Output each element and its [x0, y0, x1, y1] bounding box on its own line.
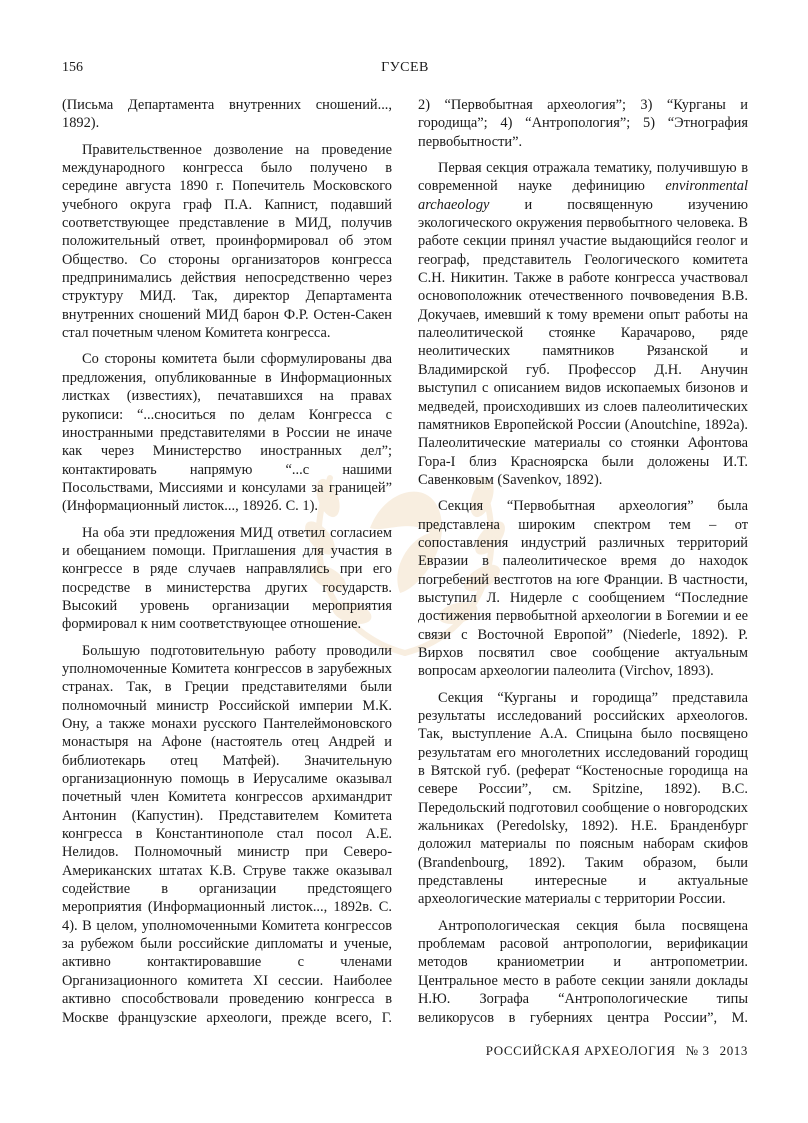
publication-year: 2013	[719, 1043, 748, 1058]
right-column	[418, 96, 748, 1026]
issue-number: № 3	[685, 1043, 710, 1058]
paragraph: Большую подготовительную работу проводили уполномоченные Комитета конгрессов в зарубежных странах. Так, в Греции представителями были полномочный министр Российской империи М.К. Ону, а также монахи русского Пантелеймоновского монастыря на Афоне (настоятель отец Андрей и библиотекарь отец Матфей). Значительную организационную помощь в Иерусалиме оказывал почетный член Комитета конгрессов архимандрит Антонин (Капустин). Представителем Комитета конгресса в Константинополе стал посол А.Е. Нелидов. Полномочный министр при Северо-Американских штатах К.В. Струве также оказывал содействие в организации предстоящего мероприятия (Информационный листок..., 1892в. С. 4). В целом, уполномоченными Комитета конгрессов за рубежом были российские дипломаты и ученые, активно контактировавшие с членами Организационного комитета XI сессии. Наиболее активно способствовали проведению конгресса в Москве французские археологи, прежде всего, Г.	[62, 642, 392, 1026]
running-head-author: ГУСЕВ	[381, 60, 429, 75]
italic-term: environmental archaeology	[418, 178, 748, 213]
running-header	[62, 60, 748, 78]
paragraph: Правительственное дозволение на проведение международного конгресса было получено в середине августа 1890 г. Попечитель Московского учебного округа граф П.А. Капнист, подавший соответствующее представление в МИД, получив положительный ответ, проинформировал об этом Общество. Со стороны организаторов конгресса предпринимались действия непосредственно через структуру МИД. Так, директор Департамента внутренних сношений МИД барон Ф.Р. Остен-Сакен стал почетным членом Комитета конгресса.	[62, 141, 392, 342]
text-run: и посвященную изучению экологического окружения первобытного человека. В работе секции принял участие выдающийся геолог и географ, представитель Геологического комитета С.Н. Никитин. Также в работе конгресса участвовал основоположник отечественного почвоведения В.В. Докучаев, имевший к тому времени опыт работы на палеолитической стоянке Карачарово, ряде неолитических памятников Рязанской и Владимирской губ. Профессор Д.Н. Анучин выступил с описанием видов ископаемых бизонов и медведей, происходивших из слоев палеолитических памятников Европейской России (Anoutchine, 1892a). Палеолитические материалы со стоянки Афонтова Гора-I близ Красноярска были доложены И.Т. Савенковым (Savenkov, 1892).	[418, 196, 748, 488]
paragraph: Секция “Первобытная археология” была представлена широким спектром тем – от сопоставления индустрий различных территорий Евразии в палеолитическое время до находок погребений вестготов на юге Франции. В частности, выступил Л. Нидерле с сообщением “Последние достижения первобытной археологии в Богемии и ее связи с Восточной Европой” (Niederle, 1892). Р. Вирхов посвятил свое сообщение актуальным вопросам археологии палеолита (Virchov, 1893).	[418, 498, 748, 680]
paragraph: Со стороны комитета были сформулированы два предложения, опубликованные в Информационных листках (известиях), печатавшихся на правах рукописи: “...сноситься по делам Конгресса с иностранными представителями в России не иначе как через Министерство иностранных дел”; контактировать напрямую “...с нашими Посольствами, Миссиями и консулами за границей” (Информационный листок..., 1892б. С. 1).	[62, 351, 392, 515]
journal-name: РОССИЙСКАЯ АРХЕОЛОГИЯ	[485, 1043, 676, 1058]
paragraph: Секция “Курганы и городища” представила результаты исследований российских археологов. Так, выступление А.А. Спицына было посвящено результатам его многолетних исследований городищ в Вятской губ. (реферат “Костеносные городища на севере России”, см. Spitzine, 1892). В.С. Передольский подготовил сообщение о новгородских жальниках (Peredolsky, 1892). Н.Е. Бранденбург доложил материалы по поясным наборам скифов (Brandenbourg, 1892). Таким образом, были представлены интересные и актуальные археологические материалы с территории России.	[418, 689, 748, 908]
paragraph: (Письма Департамента внутренних сношений..., 1892).	[62, 97, 392, 132]
page-number: 156	[62, 60, 83, 75]
paragraph	[418, 159, 748, 489]
paragraph: 2) “Первобытная археология”; 3) “Курганы и городища”; 4) “Антропология”; 5) “Этнография первобытности”.	[418, 97, 748, 150]
paragraph: Антропологическая секция была посвящена проблемам расовой антропологии, верификации методов краниометрии и антропометрии. Центральное место в работе секции заняли доклады Н.Ю. Зографа “Антропологические типы великорусов в губерниях центра России”, М.	[418, 917, 748, 1026]
paragraph: На оба эти предложения МИД ответил согласием и обещанием помощи. Приглашения для участия в конгрессе в ряде случаев направлялись при его посредстве в министерства других государств. Высокий уровень организации мероприятия формировал к ним соответствующее отношение.	[62, 524, 392, 633]
body-columns	[62, 96, 748, 1026]
running-footer	[476, 1043, 748, 1059]
text-run: Первая секция отражала тематику, получившую в современной науке дефиницию	[418, 160, 748, 195]
left-column	[62, 96, 392, 1026]
